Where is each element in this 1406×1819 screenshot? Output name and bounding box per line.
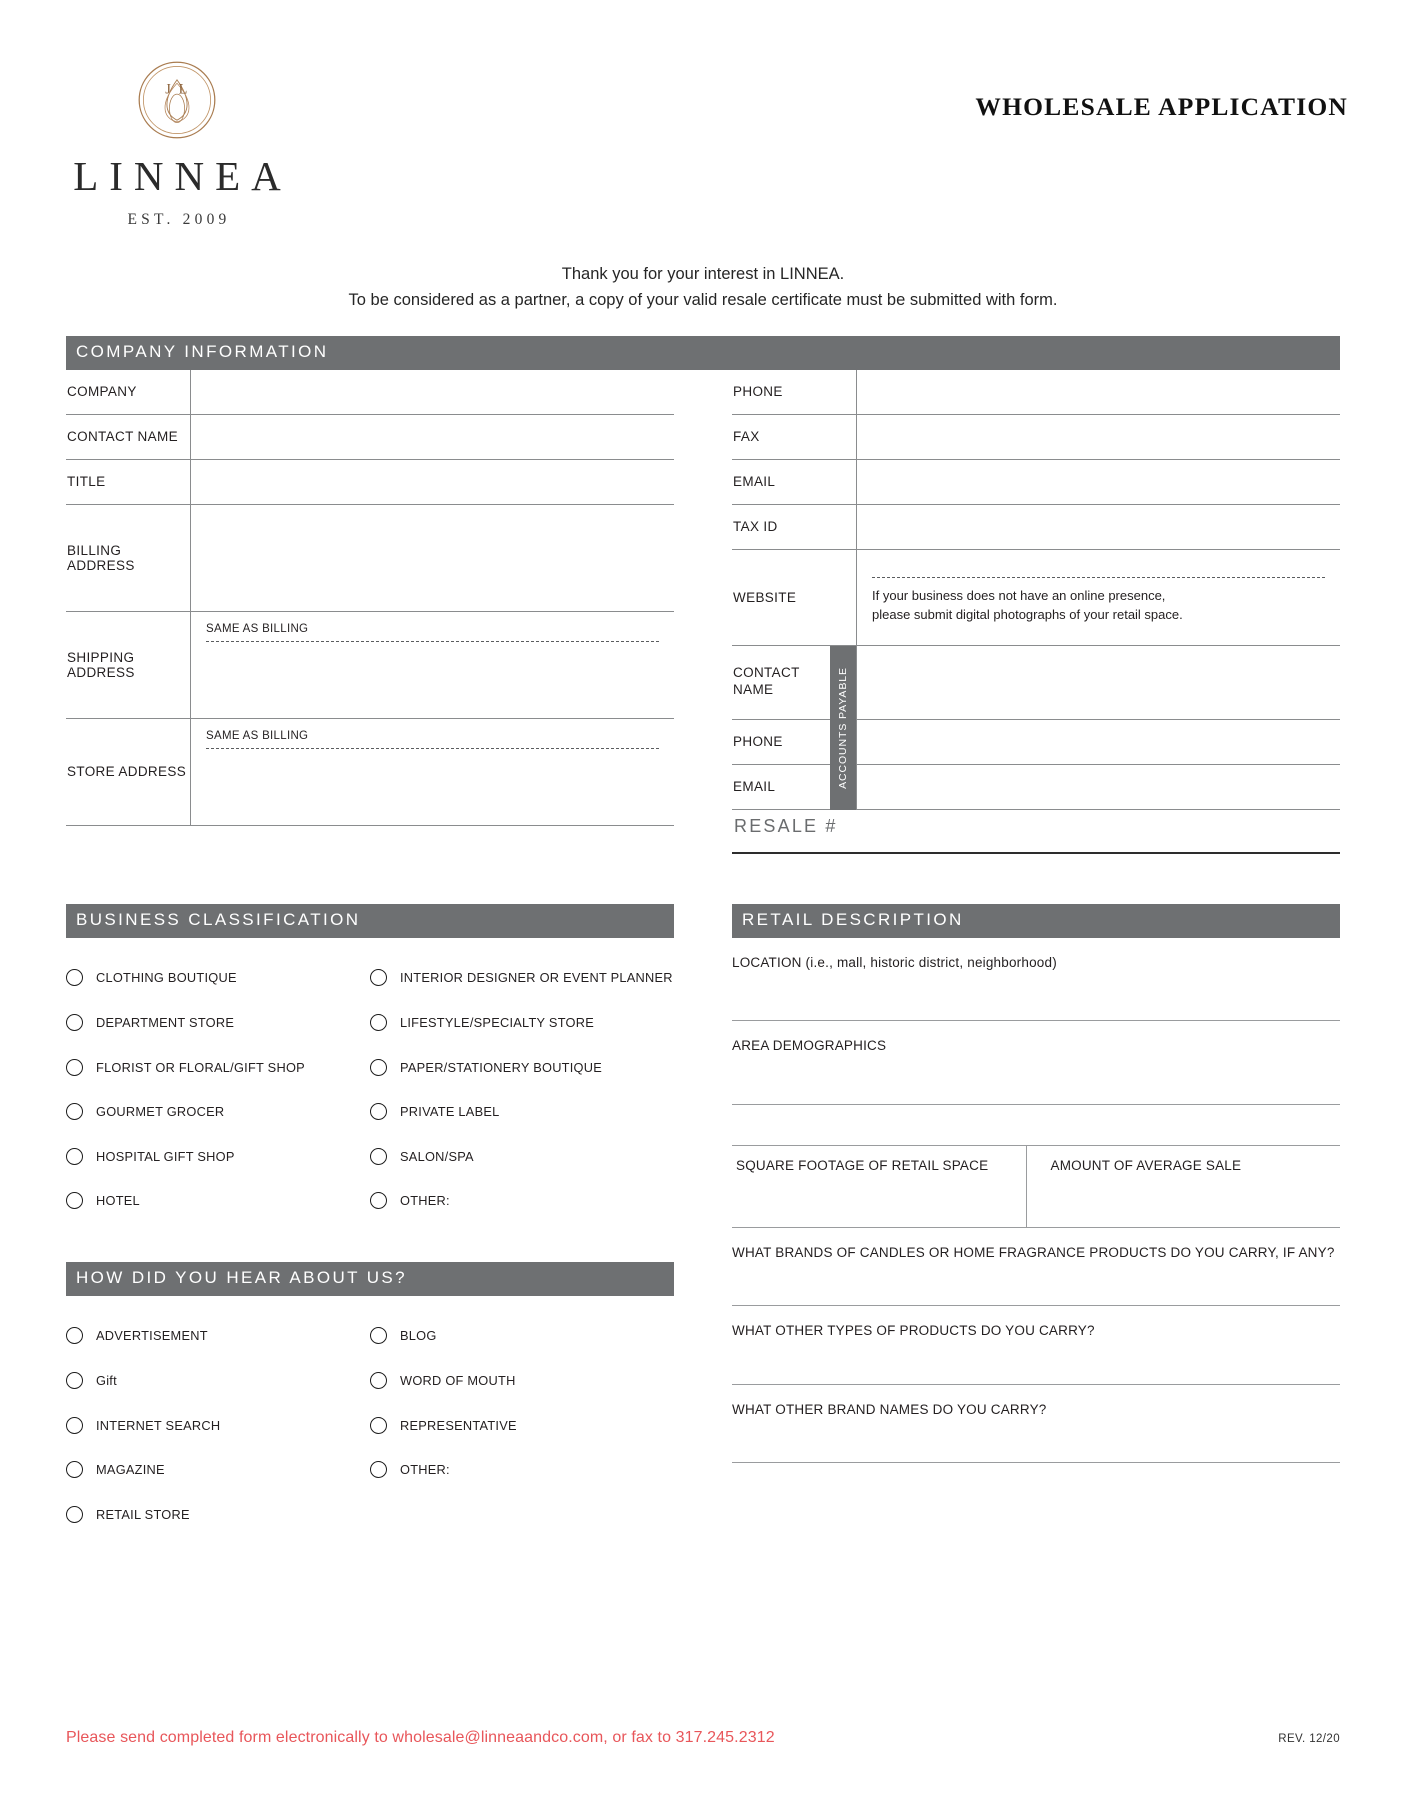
other-brand-names-answer-line[interactable] [732, 1462, 1340, 1463]
accounts-payable-tab [830, 646, 856, 810]
radio-option-label: PAPER/STATIONERY BOUTIQUE [400, 1059, 603, 1075]
revision-label: REV. 12/20 [1278, 1733, 1340, 1745]
retail-description-heading: RETAIL DESCRIPTION [732, 904, 1340, 938]
radio-option-label: MAGAZINE [96, 1462, 165, 1478]
company-input[interactable] [190, 370, 674, 414]
radio-option[interactable] [370, 1314, 674, 1359]
shipping-address-input[interactable] [190, 612, 674, 718]
ap-phone-input[interactable] [856, 720, 1340, 764]
radio-option-label: OTHER: [400, 1462, 450, 1478]
accounts-payable-group [732, 646, 1340, 810]
company-right-column [732, 370, 1340, 854]
radio-circle-icon[interactable] [66, 1461, 83, 1478]
radio-circle-icon[interactable] [66, 969, 83, 986]
radio-option-label: HOTEL [96, 1193, 140, 1209]
billing-address-input[interactable] [190, 505, 674, 611]
label-line-2: NAME [733, 682, 774, 698]
field-label: TITLE [67, 474, 106, 490]
radio-circle-icon[interactable] [66, 1014, 83, 1031]
radio-option[interactable] [370, 1403, 674, 1448]
radio-circle-icon[interactable] [66, 1103, 83, 1120]
other-brand-names-question-label: WHAT OTHER BRAND NAMES DO YOU CARRY? [732, 1401, 1047, 1417]
radio-option-label: GOURMET GROCER [96, 1104, 225, 1120]
radio-circle-icon[interactable] [66, 1327, 83, 1344]
radio-circle-icon[interactable] [370, 1014, 387, 1031]
field-fax [732, 415, 1340, 460]
field-title [66, 460, 674, 505]
radio-option-label: RETAIL STORE [96, 1506, 190, 1522]
radio-option-other[interactable] [370, 1447, 674, 1492]
radio-option[interactable] [66, 1000, 370, 1045]
contact-name-input[interactable] [190, 415, 674, 459]
company-left-column [66, 370, 674, 854]
email-input[interactable] [856, 460, 1340, 504]
phone-input[interactable] [856, 370, 1340, 414]
field-phone [732, 370, 1340, 415]
company-information-section [66, 336, 1340, 854]
submission-instructions: Please send completed form electronically to wholesale@linneaandco.com, or fax to 317.245.2312 [66, 1729, 775, 1746]
radio-option-other[interactable] [370, 1179, 674, 1224]
radio-option[interactable] [66, 1403, 370, 1448]
same-as-billing-label: SAME AS BILLING [206, 622, 309, 635]
title-input[interactable] [190, 460, 674, 504]
website-note-line-2: please submit digital photographs of your retail space. [872, 606, 1183, 622]
business-classification-heading: BUSINESS CLASSIFICATION [66, 904, 674, 938]
radio-circle-icon[interactable] [66, 1148, 83, 1165]
field-label: FAX [733, 429, 760, 445]
radio-option-label: WORD OF MOUTH [400, 1373, 516, 1389]
field-area-demographics [732, 1037, 1340, 1105]
how-did-you-hear-heading: HOW DID YOU HEAR ABOUT US? [66, 1262, 674, 1296]
business-classification-column-left [66, 956, 370, 1224]
area-demographics-question-label: AREA DEMOGRAPHICS [732, 1038, 887, 1054]
how-did-you-hear-column-left [66, 1314, 370, 1537]
square-footage-label: SQUARE FOOTAGE OF RETAIL SPACE [736, 1157, 989, 1173]
radio-option[interactable] [370, 1358, 674, 1403]
column-gap [674, 370, 732, 854]
radio-circle-icon[interactable] [66, 1372, 83, 1389]
square-footage-cell[interactable] [732, 1146, 1026, 1227]
field-store-address [66, 719, 674, 826]
field-ap-contact-name [732, 646, 1340, 720]
radio-circle-icon[interactable] [370, 1372, 387, 1389]
intro-text [0, 262, 1406, 313]
radio-option[interactable] [66, 1179, 370, 1224]
radio-circle-icon[interactable] [370, 1327, 387, 1344]
field-company [66, 370, 674, 415]
field-other-brand-names [732, 1401, 1340, 1464]
resale-number-label: RESALE # [734, 815, 838, 836]
field-website [732, 550, 1340, 646]
average-sale-label: AMOUNT OF AVERAGE SALE [1050, 1157, 1242, 1173]
radio-option-label: DEPARTMENT STORE [96, 1015, 235, 1031]
field-label: EMAIL [733, 779, 776, 795]
field-other-product-types [732, 1322, 1340, 1385]
company-information-grid [66, 370, 1340, 854]
field-tax-id [732, 505, 1340, 550]
location-question-label: LOCATION (i.e., mall, historic district, neighborhood) [732, 954, 1057, 970]
candle-brands-question-label: WHAT BRANDS OF CANDLES OR HOME FRAGRANCE PRODUCTS DO YOU CARRY, IF ANY? [732, 1244, 1335, 1260]
page-footer [66, 1729, 1340, 1747]
accounts-payable-tab-label: ACCOUNTS PAYABLE [837, 666, 849, 789]
radio-circle-icon[interactable] [66, 1059, 83, 1076]
same-as-billing-label: SAME AS BILLING [206, 729, 309, 742]
radio-option[interactable] [66, 1314, 370, 1359]
website-input[interactable] [856, 550, 1340, 645]
field-label: PHONE [733, 734, 783, 750]
radio-circle-icon[interactable] [370, 1148, 387, 1165]
radio-option-label: REPRESENTATIVE [400, 1417, 517, 1433]
website-dashed-line[interactable] [872, 577, 1325, 578]
radio-option[interactable] [66, 1134, 370, 1179]
business-classification-options [66, 956, 674, 1224]
page-header [0, 0, 1406, 309]
intro-line-1: Thank you for your interest in LINNEA. [561, 265, 845, 283]
radio-option-label: INTERIOR DESIGNER OR EVENT PLANNER [400, 970, 673, 986]
candle-brands-answer-line[interactable] [732, 1305, 1340, 1306]
field-email [732, 460, 1340, 505]
fax-input[interactable] [856, 415, 1340, 459]
radio-option[interactable] [66, 1447, 370, 1492]
website-note-line-1: If your business does not have an online presence, [872, 587, 1166, 603]
radio-option-label: SALON/SPA [400, 1148, 474, 1164]
radio-option-label: LIFESTYLE/SPECIALTY STORE [400, 1015, 595, 1031]
tax-id-input[interactable] [856, 505, 1340, 549]
location-answer-line[interactable] [732, 1020, 1340, 1021]
radio-option[interactable] [370, 956, 674, 1001]
radio-circle-icon[interactable] [370, 1103, 387, 1120]
field-shipping-address [66, 612, 674, 719]
radio-circle-icon[interactable] [66, 1506, 83, 1523]
same-as-billing-dashed-line[interactable] [206, 748, 659, 749]
website-note [872, 587, 1334, 625]
svg-text:J: J [165, 81, 171, 98]
ap-email-input[interactable] [856, 765, 1340, 809]
field-billing-address [66, 505, 674, 612]
page-title: WHOLESALE APPLICATION [975, 92, 1348, 121]
radio-option-label: FLORIST OR FLORAL/GIFT SHOP [96, 1059, 305, 1075]
radio-option[interactable] [66, 1045, 370, 1090]
business-classification-section [66, 904, 674, 1223]
radio-option-label: INTERNET SEARCH [96, 1417, 221, 1433]
field-ap-phone [732, 720, 1340, 765]
field-label: BILLING ADDRESS [67, 542, 135, 573]
ap-contact-name-label [733, 665, 800, 699]
label-line-1: CONTACT [733, 665, 800, 681]
radio-option[interactable] [370, 1000, 674, 1045]
radio-option[interactable] [370, 1134, 674, 1179]
radio-circle-icon[interactable] [66, 1192, 83, 1209]
radio-option-label: Gift [96, 1373, 117, 1389]
other-product-types-answer-line[interactable] [732, 1384, 1340, 1385]
other-product-types-question-label: WHAT OTHER TYPES OF PRODUCTS DO YOU CARRY? [732, 1323, 1095, 1339]
company-information-heading: COMPANY INFORMATION [66, 336, 1340, 370]
radio-circle-icon[interactable] [66, 1417, 83, 1434]
field-label: PHONE [733, 384, 783, 400]
radio-circle-icon[interactable] [370, 1059, 387, 1076]
radio-option-label: HOSPITAL GIFT SHOP [96, 1148, 235, 1164]
store-address-input[interactable] [190, 719, 674, 825]
radio-option-label: CLOTHING BOUTIQUE [96, 970, 237, 986]
same-as-billing-dashed-line[interactable] [206, 641, 659, 642]
radio-option[interactable] [66, 1492, 370, 1537]
radio-circle-icon[interactable] [370, 969, 387, 986]
ap-contact-name-input[interactable] [856, 646, 1340, 719]
radio-option[interactable] [370, 1089, 674, 1134]
average-sale-cell[interactable] [1026, 1146, 1341, 1227]
radio-option-label: ADVERTISEMENT [96, 1328, 208, 1344]
radio-option-label: PRIVATE LABEL [400, 1104, 500, 1120]
field-footage-and-sale [732, 1145, 1340, 1228]
radio-circle-icon[interactable] [370, 1461, 387, 1478]
business-classification-column-right [370, 956, 674, 1224]
field-label: TAX ID [733, 519, 778, 535]
how-did-you-hear-options [66, 1314, 674, 1537]
brand-wordmark: LINNEA [73, 153, 292, 199]
retail-description-section [732, 904, 1340, 1463]
radio-circle-icon[interactable] [370, 1192, 387, 1209]
field-label: EMAIL [733, 474, 776, 490]
radio-option[interactable] [66, 1089, 370, 1134]
area-demographics-answer-line[interactable] [732, 1104, 1340, 1105]
field-resale-number[interactable] [732, 810, 1340, 854]
intro-line-2: To be considered as a partner, a copy of your valid resale certificate must be submitted with form. [348, 290, 1058, 309]
brand-logo [52, 58, 302, 229]
radio-option[interactable] [66, 956, 370, 1001]
radio-option-label: BLOG [400, 1328, 437, 1344]
field-label: STORE ADDRESS [67, 764, 187, 780]
field-label: CONTACT NAME [67, 429, 178, 445]
brand-established: EST. 2009 [127, 211, 231, 228]
field-candle-brands [732, 1244, 1340, 1307]
linnea-monogram-icon [135, 58, 219, 142]
how-did-you-hear-column-right [370, 1314, 674, 1537]
field-label: WEBSITE [733, 589, 797, 605]
field-ap-email [732, 765, 1340, 810]
field-location [732, 954, 1340, 1022]
field-label: COMPANY [67, 384, 137, 400]
radio-option-label: OTHER: [400, 1193, 450, 1209]
radio-option[interactable] [370, 1045, 674, 1090]
field-contact-name [66, 415, 674, 460]
field-label: SHIPPING ADDRESS [67, 649, 135, 680]
svg-text:L: L [178, 81, 188, 98]
how-did-you-hear-section [66, 1262, 674, 1537]
radio-circle-icon[interactable] [370, 1417, 387, 1434]
radio-option[interactable] [66, 1358, 370, 1403]
